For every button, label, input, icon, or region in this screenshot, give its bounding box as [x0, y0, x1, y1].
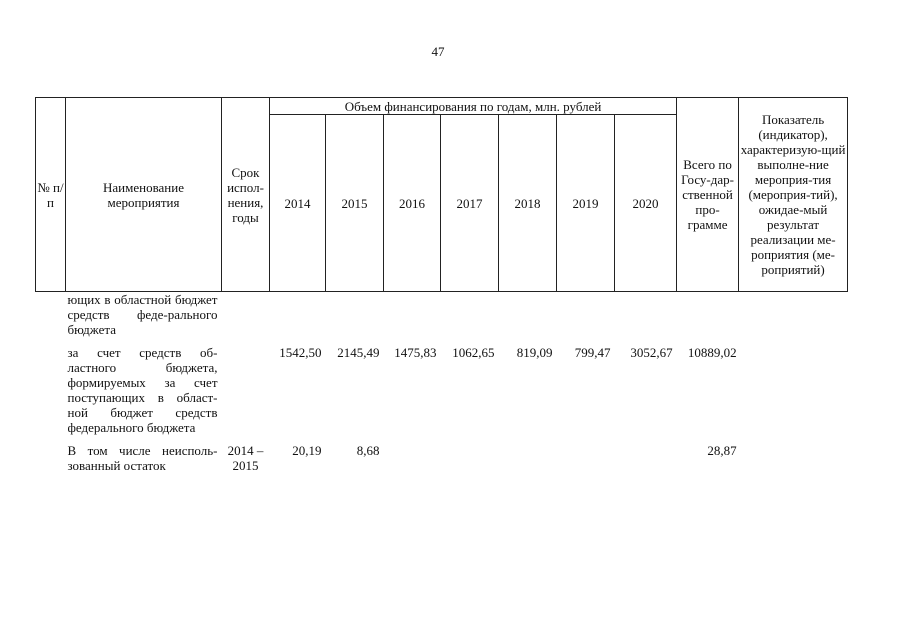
header-year: 2015 [326, 115, 384, 292]
page-number: 47 [431, 44, 445, 59]
header-indicator: Показатель (индикатор), характеризую-щий выполне-ние мероприя-тия (мероприя-тий), ожидае-мый результат реализации ме-роприятия (ме-роприятий) [739, 98, 848, 292]
row-value [384, 443, 441, 473]
row-total: 10889,02 [687, 345, 737, 360]
row-term [222, 292, 270, 338]
header-year: 2018 [499, 115, 557, 292]
row-value [615, 292, 677, 338]
header-funding-group: Объем финансирования по годам, млн. рублей [270, 98, 677, 115]
row-value [326, 292, 384, 338]
row-value [499, 443, 557, 473]
row-value [557, 292, 615, 338]
row-value [441, 292, 499, 338]
row-term: 2014 – 2015 [227, 443, 264, 473]
table-row [36, 345, 848, 435]
row-value: 3052,67 [630, 345, 673, 360]
header-total: Всего по Госу-дар-ственной про-грамме [677, 98, 739, 292]
row-value [270, 292, 326, 338]
row-value [499, 292, 557, 338]
header-year: 2019 [557, 115, 615, 292]
header-year: 2016 [384, 115, 441, 292]
row-value: 1475,83 [394, 345, 437, 360]
row-value: 1542,50 [279, 345, 322, 360]
funding-table [35, 97, 848, 473]
row-total [677, 292, 739, 338]
row-value: 819,09 [516, 345, 553, 360]
row-name: ющих в областной бюджет средств феде-рального бюджета [67, 292, 218, 337]
row-value: 1062,65 [452, 345, 495, 360]
header-term: Срок испол-нения, годы [222, 98, 270, 292]
header-name: Наименование мероприятия [66, 98, 222, 292]
header-year: 2020 [615, 115, 677, 292]
row-value [615, 443, 677, 473]
header-year: 2017 [441, 115, 499, 292]
header-year: 2014 [270, 115, 326, 292]
table-row [36, 292, 848, 338]
row-name: В том числе неисполь-зованный остаток [67, 443, 218, 473]
row-value [384, 292, 441, 338]
row-total: 28,87 [707, 443, 737, 458]
row-value: 2145,49 [337, 345, 380, 360]
row-value [441, 443, 499, 473]
header-num: № п/п [36, 98, 66, 292]
row-value: 20,19 [292, 443, 322, 458]
row-value: 799,47 [574, 345, 611, 360]
row-name: за счет средств об-ластного бюджета, формируемых за счет поступающих в област-ной бюджет средств федерального бюджета [67, 345, 218, 435]
row-term [222, 345, 270, 435]
row-value [557, 443, 615, 473]
table-row [36, 443, 848, 473]
row-value: 8,68 [356, 443, 380, 458]
